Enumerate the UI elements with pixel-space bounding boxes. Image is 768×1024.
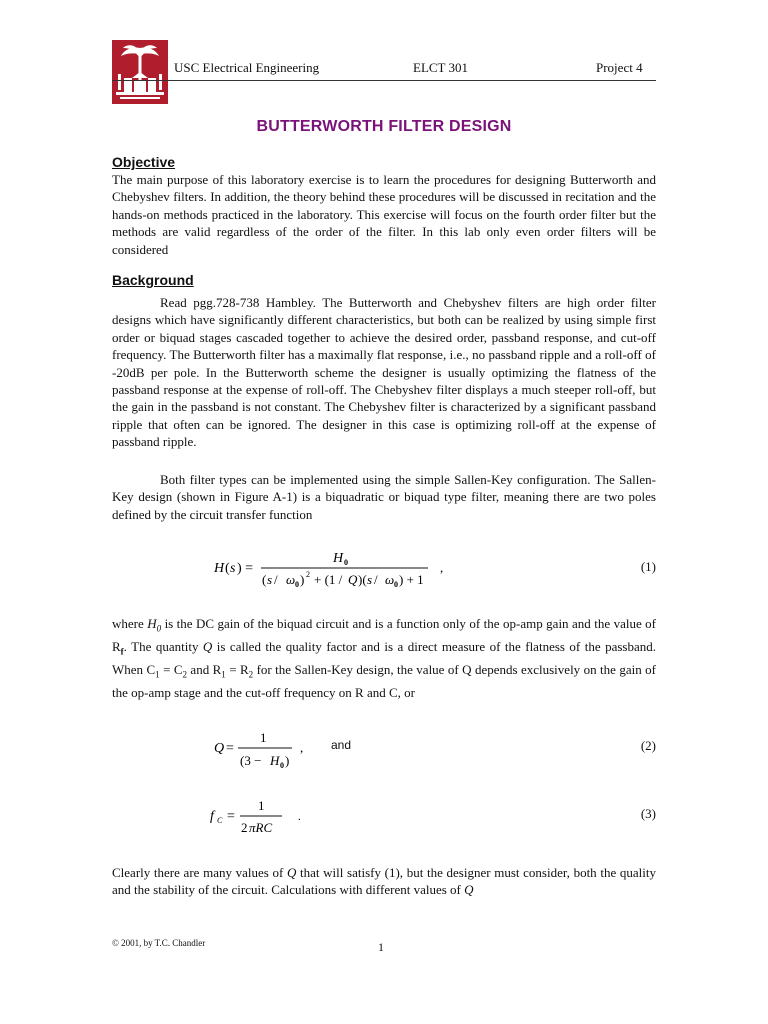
- svg-text:f: f: [210, 809, 214, 824]
- svg-text:H: H: [270, 753, 280, 768]
- svg-text:Q: Q: [214, 741, 225, 756]
- usc-palmetto-logo: [112, 40, 168, 104]
- svg-text:2: 2: [306, 570, 310, 579]
- closing-text: Clearly there are many values of Q that will satisfy (1), but the designer must consider, both the quality and the stability of the circuit. Calculations with different values of Q: [112, 865, 656, 898]
- svg-text:2: 2: [241, 820, 248, 835]
- svg-text:0: 0: [394, 580, 398, 589]
- svg-text:1: 1: [258, 798, 265, 813]
- svg-text:s: s: [367, 572, 373, 587]
- header-rule: [112, 80, 656, 81]
- objective-heading: Objective: [112, 154, 176, 170]
- svg-text:): ): [300, 572, 305, 587]
- background-paragraph-1: Read pgg.728-738 Hambley. The Butterworth and Chebyshev filters are high order filter designs which have significantly different characteristics, but both can be realized by using simple first order or biquad stages cascaded together to achieve the desired order, passband response, and cut-off frequency. The Butterworth filter has a maximally flat response, i.e., no passband ripple and a roll-off of -20dB per pole. In the Butterworth scheme the designer is usually optimizing the flatness of the passband response at the expense of roll-off. The Chebyshev filter displays a much steeper roll-off, but the gain in the passband is not constant. The Chebyshev filter is characterized by a significant passband ripple that often can be ignored. The designer in this case is optimizing roll-off at the expense of passband ripple.: [112, 295, 656, 450]
- page-title: BUTTERWORTH FILTER DESIGN: [256, 118, 512, 135]
- svg-text:s: s: [267, 572, 273, 587]
- svg-text:ω: ω: [286, 572, 296, 587]
- header-course: ELCT 301: [413, 60, 469, 75]
- svg-text:s: s: [230, 561, 236, 576]
- svg-text:): ): [285, 753, 290, 768]
- svg-text:=: =: [226, 741, 234, 756]
- equation-2-and: and: [331, 738, 352, 752]
- svg-text:) + 1: ) + 1: [399, 572, 424, 587]
- svg-text:) =: ) =: [237, 561, 254, 576]
- equation-1-transfer-function: [212, 546, 452, 590]
- svg-text:+ (1 /: + (1 /: [314, 572, 343, 587]
- equation-3-number: (3): [640, 806, 656, 821]
- svg-text:1: 1: [260, 730, 267, 745]
- svg-text:C: C: [217, 816, 223, 825]
- svg-text:0: 0: [280, 761, 284, 770]
- equation-2-number: (2): [640, 738, 656, 753]
- svg-text:H: H: [214, 561, 225, 576]
- svg-text:)(: )(: [358, 572, 367, 587]
- equation-3-cutoff-frequency: [208, 794, 308, 838]
- svg-text:H: H: [333, 551, 344, 566]
- equation-1-number: (1): [640, 559, 656, 574]
- svg-text:(: (: [225, 561, 230, 576]
- objective-text: The main purpose of this laboratory exercise is to learn the procedures for designing Butterworth and Chebyshev filters. In addition, the theory behind these procedures will be discussed in recitation and the hands-on methods practiced in the laboratory. This exercise will focus on the fourth order filter but the methods are valid regardless of the order of the filter. In this lab only even order filters will be considered: [112, 172, 656, 257]
- svg-text:.: .: [298, 811, 301, 823]
- svg-text:/: /: [374, 572, 378, 587]
- equation-2-quality-factor: [212, 726, 312, 772]
- background-paragraph-2: Both filter types can be implemented using the simple Sallen-Key configuration. The Sallen-Key design (shown in Figure A-1) is a biquadratic or biquad type filter, meaning there are two poles defined by the circuit transfer function: [112, 472, 656, 522]
- header-project: Project 4: [596, 60, 643, 75]
- svg-text:(3 −: (3 −: [240, 753, 262, 768]
- svg-text:(: (: [262, 572, 267, 587]
- svg-text:πRC: πRC: [249, 820, 273, 835]
- background-heading: Background: [112, 272, 194, 288]
- footer-copyright: © 2001, by T.C. Chandler: [112, 938, 206, 948]
- svg-text:/: /: [274, 572, 278, 587]
- svg-text:,: ,: [440, 560, 444, 575]
- page-number: 1: [378, 940, 384, 954]
- svg-text:0: 0: [295, 580, 299, 589]
- svg-text:ω: ω: [385, 572, 395, 587]
- after-equation-1-text: where $H_0$ is the DC gain of the biquad circuit and is a function only of the op-amp gain and the value of $R_f$. The quantity Q is called the quality factor and is a direct measure of the flatness of the passband. When $C_1 = C_2$ and $R_1 = R_2$ for the Sallen-Key design, the value of Q depends exclusively on the gain of the op-amp stage and the cut-off frequency on R and C, or: [112, 616, 656, 700]
- svg-text:Q: Q: [348, 572, 358, 587]
- svg-text:,: ,: [300, 740, 304, 755]
- header-department: USC Electrical Engineering: [174, 60, 320, 75]
- svg-text:0: 0: [344, 558, 348, 567]
- svg-text:=: =: [227, 809, 235, 824]
